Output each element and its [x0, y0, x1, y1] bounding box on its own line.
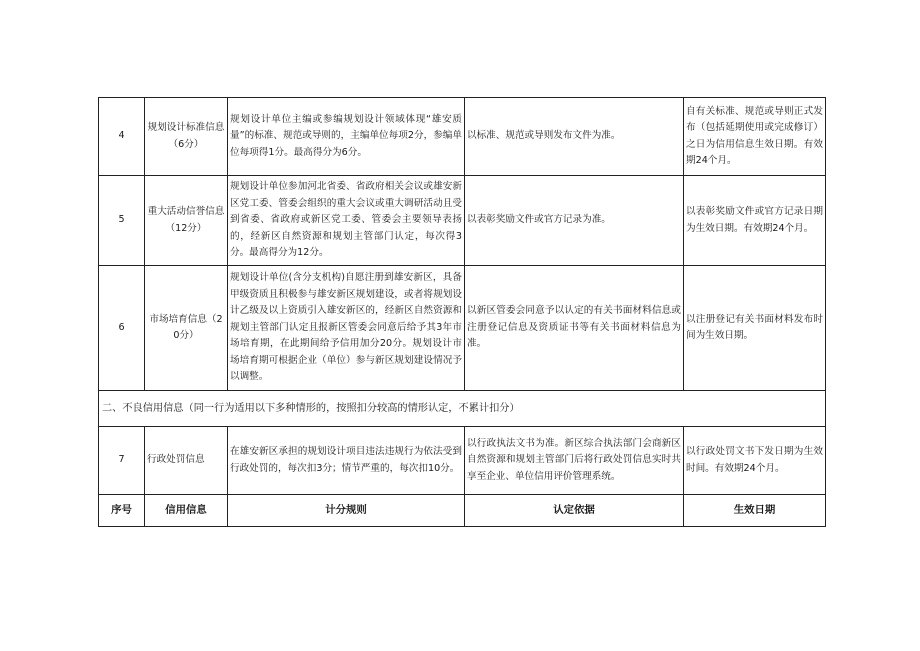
credit-scoring-table [98, 97, 826, 527]
header-number: 序号 [99, 495, 145, 527]
credit-info-name: 行政处罚信息 [145, 427, 228, 495]
row-number: 5 [99, 176, 145, 266]
table-row [99, 176, 826, 266]
header-credit-info: 信用信息 [145, 495, 228, 527]
credit-info-name: 规划设计标准信息（6分） [145, 98, 228, 176]
scoring-rule: 规划设计单位主编或参编规划设计领域体现“雄安质量”的标准、规范或导则的，主编单位每项2分，参编单位每项得1分。最高得分为6分。 [228, 98, 465, 176]
table-row [99, 427, 826, 495]
determination-basis: 以新区管委会同意予以认定的有关书面材料信息或注册登记信息及资质证书等有关书面材料信息为准。 [465, 266, 684, 391]
determination-basis: 以标准、规范或导则发布文件为准。 [465, 98, 684, 176]
effective-date: 以行政处罚文书下发日期为生效时间。有效期24个月。 [684, 427, 826, 495]
column-header-row [99, 495, 826, 527]
row-number: 4 [99, 98, 145, 176]
row-number: 7 [99, 427, 145, 495]
section-title: 二、不良信用信息（同一行为适用以下多种情形的，按照扣分较高的情形认定，不累计扣分） [99, 391, 826, 427]
scoring-rule: 规划设计单位(含分支机构)自愿注册到雄安新区，具备甲级资质且积极参与雄安新区规划建设，或者将规划设计乙级及以上资质引入雄安新区的，经新区自然资源和规划主管部门认定且报新区管委会同意后给予其3年市场培育期，在此期间给予信用加分20分。规划设计市场培育期可根据企业（单位）参与新区规划建设情况予以调整。 [228, 266, 465, 391]
effective-date: 以表彰奖励文件或官方记录日期为生效日期。有效期24个月。 [684, 176, 826, 266]
effective-date: 自有关标准、规范或导则正式发布（包括延期使用或完成修订）之日为信用信息生效日期。有效期24个月。 [684, 98, 826, 176]
effective-date: 以注册登记有关书面材料发布时间为生效日期。 [684, 266, 826, 391]
credit-info-name: 市场培育信息（20分） [145, 266, 228, 391]
table-row [99, 98, 826, 176]
row-number: 6 [99, 266, 145, 391]
table-row [99, 266, 826, 391]
scoring-rule: 在雄安新区承担的规划设计项目违法违规行为依法受到行政处罚的，每次扣3分；情节严重的，每次扣10分。 [228, 427, 465, 495]
determination-basis: 以表彰奖励文件或官方记录为准。 [465, 176, 684, 266]
section-heading-row [99, 391, 826, 427]
determination-basis: 以行政执法文书为准。新区综合执法部门会商新区自然资源和规划主管部门后将行政处罚信息实时共享至企业、单位信用评价管理系统。 [465, 427, 684, 495]
header-scoring-rule: 计分规则 [228, 495, 465, 527]
scoring-rule: 规划设计单位参加河北省委、省政府相关会议或雄安新区党工委、管委会组织的重大会议或重大调研活动且受到省委、省政府或新区党工委、管委会主要领导表扬的，经新区自然资源和规划主管部门认定，每次得3分。最高得分为12分。 [228, 176, 465, 266]
header-effective-date: 生效日期 [684, 495, 826, 527]
header-basis: 认定依据 [465, 495, 684, 527]
credit-info-name: 重大活动信誉信息（12分） [145, 176, 228, 266]
